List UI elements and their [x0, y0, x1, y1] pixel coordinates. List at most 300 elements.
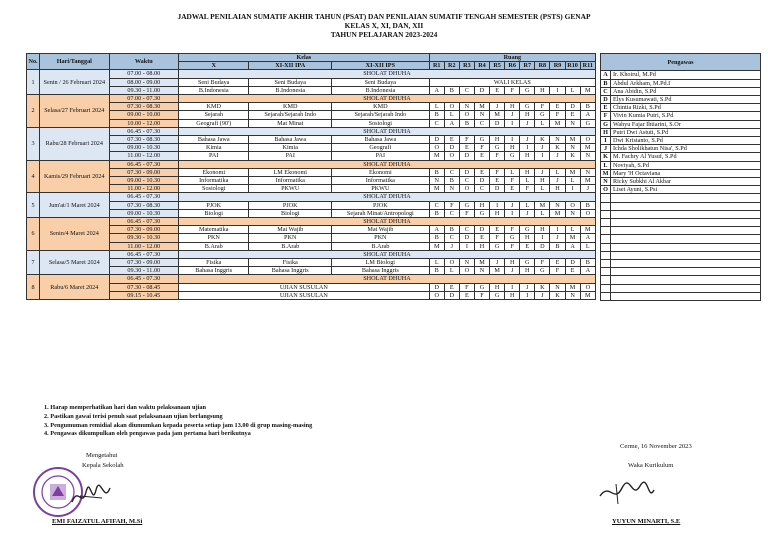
room-cell: M: [580, 226, 595, 234]
subject-class-ips: Informatika: [332, 177, 430, 185]
time-slot: 07.30 - 08.30: [109, 201, 178, 209]
subject-class-x: Sosiologi: [178, 185, 248, 193]
day-number: 2: [27, 95, 40, 128]
proctor-name: Wahyu Fajar Ihtiarini, S.Or: [611, 120, 761, 128]
room-cell: M: [429, 242, 444, 250]
session-label: SHOLAT DHUHA: [178, 218, 595, 226]
subject-class-x: Bahasa Jawa: [178, 136, 248, 144]
proctor-code: F: [601, 112, 611, 120]
room-cell: H: [505, 103, 520, 111]
header-row-1: [27, 54, 596, 62]
subject-class-ips: Mat Wajib: [332, 226, 430, 234]
room-cell: L: [444, 267, 459, 275]
schedule-row: [27, 111, 596, 119]
day-number: 3: [27, 127, 40, 160]
room-cell: G: [505, 152, 520, 160]
room-cell: J: [444, 242, 459, 250]
document-subtitle-year: TAHUN PELAJARAN 2023-2024: [330, 30, 438, 39]
room-cell: J: [550, 152, 565, 160]
room-cell: H: [505, 291, 520, 299]
room-cell: A: [429, 226, 444, 234]
proctor-name: [611, 259, 761, 267]
time-slot: 08.00 - 09.00: [109, 78, 178, 86]
subject-class-x: B.Indonesia: [178, 86, 248, 94]
room-cell: F: [505, 177, 520, 185]
proctor-code: [601, 210, 611, 218]
time-slot: 09.00 - 10.30: [109, 144, 178, 152]
room-cell: G: [474, 136, 489, 144]
subject-class-ips: B.Indonesia: [332, 86, 430, 94]
subject-class-x: PKN: [178, 234, 248, 242]
room-cell: I: [505, 283, 520, 291]
room-cell: E: [565, 267, 580, 275]
header-room: R10: [565, 62, 580, 70]
session-label: SHOLAT DHUHA: [178, 127, 595, 135]
room-cell: M: [490, 111, 505, 119]
time-slot: 07.00 - 07.30: [109, 95, 178, 103]
proctor-name: Putri Dwi Astuti, S.Pd: [611, 128, 761, 136]
subject-class-x: PJOK: [178, 201, 248, 209]
subject-class-ips: Ekonomi: [332, 168, 430, 176]
proctor-name: M. Fachry Al Yusuf, S.Pd: [611, 153, 761, 161]
subject-class-ipa: PKWU: [249, 185, 332, 193]
room-cell: G: [520, 86, 535, 94]
room-cell: J: [490, 103, 505, 111]
room-cell: M: [580, 177, 595, 185]
proctor-code: [601, 251, 611, 259]
proctor-name: [611, 243, 761, 251]
room-cell: G: [535, 111, 550, 119]
room-cell: I: [550, 226, 565, 234]
proctor-code: [601, 268, 611, 276]
proctor-name: [611, 219, 761, 227]
proctor-code: [601, 235, 611, 243]
room-cell: E: [490, 86, 505, 94]
room-cell: F: [459, 209, 474, 217]
room-cell: M: [474, 259, 489, 267]
curriculum-signature-icon: [596, 480, 656, 506]
day-date: Rabu/6 Maret 2024: [40, 275, 109, 300]
session-label: SHOLAT DHUHA: [178, 193, 595, 201]
proctor-table: [600, 53, 761, 301]
header-class-x: X: [178, 62, 248, 70]
room-cell: L: [535, 185, 550, 193]
schedule-row: [27, 201, 596, 209]
proctor-row: [601, 178, 761, 186]
subject-class-ips: PAI: [332, 152, 430, 160]
room-cell: K: [535, 283, 550, 291]
proctor-name: [611, 194, 761, 202]
schedule-row: [27, 70, 596, 78]
room-cell: M: [565, 136, 580, 144]
room-cell: O: [459, 267, 474, 275]
room-cell: H: [520, 111, 535, 119]
room-cell: C: [429, 201, 444, 209]
proctor-code: [601, 243, 611, 251]
session-label: SHOLAT DHUHA: [178, 95, 595, 103]
proctor-row-empty: [601, 268, 761, 276]
header-class-ipa: XI-XII IPA: [249, 62, 332, 70]
room-cell: M: [474, 103, 489, 111]
room-cell: I: [459, 242, 474, 250]
subject-class-x: Informatika: [178, 177, 248, 185]
proctor-name: Abdul Arkham, M.Pd.I: [611, 79, 761, 87]
schedule-row: [27, 136, 596, 144]
room-cell: N: [565, 209, 580, 217]
schedule-row: [27, 234, 596, 242]
room-cell: B: [429, 209, 444, 217]
proctor-code: G: [601, 120, 611, 128]
subject-class-ips: Sejarah/Sejarah Indo: [332, 111, 430, 119]
proctor-code: [601, 202, 611, 210]
room-cell: M: [580, 86, 595, 94]
room-cell: H: [520, 168, 535, 176]
room-cell: J: [535, 144, 550, 152]
time-slot: 07.30 - 08.30: [109, 103, 178, 111]
room-assignment-label: WALI KELAS: [429, 78, 595, 86]
proctor-code: N: [601, 178, 611, 186]
subject-class-x: KMD: [178, 103, 248, 111]
subject-class-ipa: Sejarah/Sejarah Indo: [249, 111, 332, 119]
schedule-row: [27, 283, 596, 291]
time-slot: 07.30 - 08.45: [109, 283, 178, 291]
day-date: Kamis/29 Februari 2024: [40, 160, 109, 193]
room-cell: J: [505, 267, 520, 275]
schedule-row: [27, 119, 596, 127]
room-cell: F: [490, 168, 505, 176]
room-cell: J: [520, 283, 535, 291]
room-cell: M: [429, 185, 444, 193]
schedule-row: [27, 267, 596, 275]
room-cell: G: [459, 201, 474, 209]
room-cell: G: [490, 242, 505, 250]
room-cell: L: [429, 259, 444, 267]
subject-class-ips: PKWU: [332, 185, 430, 193]
subject-class-ips: KMD: [332, 103, 430, 111]
header-room: R5: [490, 62, 505, 70]
proctor-name: Ricky Subkhi Al Akbar: [611, 178, 761, 186]
subject-class-ipa: Mat Minat: [249, 119, 332, 127]
room-cell: L: [505, 168, 520, 176]
room-cell: H: [520, 267, 535, 275]
day-number: 7: [27, 250, 40, 275]
proctor-row: [601, 71, 761, 79]
room-cell: F: [520, 185, 535, 193]
room-cell: E: [459, 144, 474, 152]
room-cell: D: [474, 226, 489, 234]
room-cell: F: [444, 201, 459, 209]
proctor-code: [601, 227, 611, 235]
room-cell: O: [580, 209, 595, 217]
proctor-name: Noviyah, S.Pd: [611, 161, 761, 169]
subject-class-ipa: Seni Budaya: [249, 78, 332, 86]
time-slot: 06.45 - 07.30: [109, 218, 178, 226]
schedule-row: [27, 242, 596, 250]
proctor-name: Elys Kusumawati, S.Pd: [611, 96, 761, 104]
header-room: R7: [520, 62, 535, 70]
header-room: R2: [444, 62, 459, 70]
subject-class-ips: Bahasa Inggris: [332, 267, 430, 275]
proctor-row-empty: [601, 276, 761, 284]
proctor-name: Liset Ayuni, S.Psi: [611, 186, 761, 194]
room-cell: B: [580, 259, 595, 267]
header-room: R3: [459, 62, 474, 70]
header-kelas: Kelas: [178, 54, 429, 62]
session-label: SHOLAT DHUHA: [178, 275, 595, 283]
room-cell: G: [490, 291, 505, 299]
room-cell: M: [565, 234, 580, 242]
subject-class-x: PAI: [178, 152, 248, 160]
header-room: R11: [580, 62, 595, 70]
room-cell: N: [474, 111, 489, 119]
room-cell: N: [580, 168, 595, 176]
proctor-row-empty: [601, 251, 761, 259]
room-cell: L: [520, 177, 535, 185]
room-cell: M: [550, 209, 565, 217]
room-cell: L: [444, 111, 459, 119]
room-cell: O: [444, 152, 459, 160]
room-cell: J: [505, 111, 520, 119]
room-cell: E: [550, 103, 565, 111]
header-day: Hari/Tanggal: [40, 54, 109, 70]
schedule-table: [26, 53, 596, 300]
schedule-row: [27, 127, 596, 135]
time-slot: 09.00 - 10.30: [109, 177, 178, 185]
room-cell: A: [444, 119, 459, 127]
room-cell: D: [429, 136, 444, 144]
schedule-row: [27, 275, 596, 283]
room-cell: L: [550, 168, 565, 176]
proctor-name: Dwi Kristanto, S.Pd: [611, 137, 761, 145]
room-cell: F: [474, 291, 489, 299]
proctor-row: [601, 128, 761, 136]
room-cell: F: [550, 111, 565, 119]
room-cell: K: [550, 291, 565, 299]
header-time: Waktu: [109, 54, 178, 70]
schedule-row: [27, 250, 596, 258]
header-no: No.: [27, 54, 40, 70]
room-cell: F: [490, 152, 505, 160]
day-number: 5: [27, 193, 40, 218]
proctor-row: [601, 79, 761, 87]
proctor-name: [611, 227, 761, 235]
time-slot: 09.30 - 10.30: [109, 234, 178, 242]
session-label: UJIAN SUSULAN: [178, 291, 429, 299]
notes-list: [44, 404, 312, 439]
time-slot: 11.00 - 12.00: [109, 242, 178, 250]
schedule-row: [27, 168, 596, 176]
city-date: Cerme, 16 November 2023: [620, 443, 692, 450]
room-cell: G: [520, 103, 535, 111]
room-cell: H: [490, 136, 505, 144]
proctor-row: [601, 145, 761, 153]
room-cell: L: [565, 177, 580, 185]
room-cell: D: [490, 185, 505, 193]
room-cell: J: [535, 291, 550, 299]
room-cell: E: [490, 177, 505, 185]
subject-class-x: Sejarah: [178, 111, 248, 119]
schedule-row: [27, 177, 596, 185]
session-label: SHOLAT DHUHA: [178, 250, 595, 258]
time-slot: 09.00 - 10.30: [109, 209, 178, 217]
proctor-row: [601, 186, 761, 194]
proctor-row: [601, 161, 761, 169]
time-slot: 06.45 - 07.30: [109, 127, 178, 135]
room-cell: H: [550, 185, 565, 193]
proctor-row: [601, 169, 761, 177]
room-cell: G: [490, 144, 505, 152]
day-number: 4: [27, 160, 40, 193]
subject-class-x: Fisika: [178, 259, 248, 267]
room-cell: D: [459, 152, 474, 160]
proctor-name: [611, 276, 761, 284]
room-cell: D: [474, 86, 489, 94]
room-cell: H: [505, 144, 520, 152]
header-room: R6: [505, 62, 520, 70]
header-ruang: Ruang: [429, 54, 595, 62]
day-date: Senin/4 Maret 2024: [40, 218, 109, 251]
proctor-code: E: [601, 104, 611, 112]
room-cell: L: [580, 242, 595, 250]
room-cell: E: [444, 283, 459, 291]
proctor-row: [601, 153, 761, 161]
proctor-row-empty: [601, 235, 761, 243]
room-cell: D: [490, 119, 505, 127]
room-cell: E: [490, 226, 505, 234]
subject-class-ipa: Bahasa Inggris: [249, 267, 332, 275]
room-cell: G: [505, 234, 520, 242]
room-cell: N: [565, 119, 580, 127]
room-cell: H: [474, 201, 489, 209]
room-cell: F: [550, 267, 565, 275]
subject-class-ipa: KMD: [249, 103, 332, 111]
room-cell: M: [565, 168, 580, 176]
room-cell: N: [429, 177, 444, 185]
room-cell: B: [459, 119, 474, 127]
room-cell: E: [550, 259, 565, 267]
subject-class-ipa: Bahasa Jawa: [249, 136, 332, 144]
room-cell: F: [505, 86, 520, 94]
proctor-code: C: [601, 87, 611, 95]
proctor-name: [611, 202, 761, 210]
room-cell: N: [565, 144, 580, 152]
subject-class-ips: Sosiologi: [332, 119, 430, 127]
room-cell: O: [580, 136, 595, 144]
header-room: R8: [535, 62, 550, 70]
room-cell: F: [474, 144, 489, 152]
subject-class-ips: Geografi: [332, 144, 430, 152]
subject-class-x: B.Arab: [178, 242, 248, 250]
proctor-row-empty: [601, 243, 761, 251]
room-cell: H: [505, 259, 520, 267]
proctor-code: J: [601, 145, 611, 153]
curriculum-role: Waka Kurikulum: [628, 462, 674, 469]
proctor-code: I: [601, 137, 611, 145]
subject-class-ipa: Mat Wajib: [249, 226, 332, 234]
note-item: 2. Pastikan gawai terisi penuh saat pelaksanaan ujian berlangsung: [44, 412, 223, 420]
room-cell: N: [444, 185, 459, 193]
room-cell: H: [535, 177, 550, 185]
room-cell: F: [490, 234, 505, 242]
room-cell: J: [520, 136, 535, 144]
room-cell: E: [444, 136, 459, 144]
proctor-name: [611, 210, 761, 218]
proctor-name: Vivin Kumia Putri, S.Pd: [611, 112, 761, 120]
time-slot: 09.15 - 10.45: [109, 291, 178, 299]
schedule-row: [27, 144, 596, 152]
proctor-row: [601, 104, 761, 112]
proctor-row-empty: [601, 259, 761, 267]
time-slot: 07.30 - 09.00: [109, 168, 178, 176]
note-item: 1. Harap memperhatikan hari dan waktu pelaksanaan ujian: [44, 404, 207, 411]
document-subtitle-classes: KELAS X, XI, DAN, XII: [344, 21, 424, 30]
subject-class-ipa: PAI: [249, 152, 332, 160]
subject-class-x: Kimia: [178, 144, 248, 152]
subject-class-x: Ekonomi: [178, 168, 248, 176]
room-cell: I: [565, 185, 580, 193]
note-item: 4. Pengawas dikumpulkan oleh pengawas pada jam pertama hari berikutnya: [44, 430, 251, 438]
proctor-name: Chintia Rizki, S.Pd: [611, 104, 761, 112]
day-date: Rabu/28 Februari 2024: [40, 127, 109, 160]
subject-class-ips: B.Arab: [332, 242, 430, 250]
room-cell: I: [505, 119, 520, 127]
room-cell: L: [535, 119, 550, 127]
subject-class-x: Seni Budaya: [178, 78, 248, 86]
schedule-row: [27, 78, 596, 86]
room-cell: C: [429, 119, 444, 127]
proctor-row: [601, 137, 761, 145]
room-cell: M: [490, 267, 505, 275]
room-cell: E: [505, 185, 520, 193]
proctor-code: M: [601, 169, 611, 177]
room-cell: L: [520, 201, 535, 209]
room-cell: H: [474, 242, 489, 250]
room-cell: A: [580, 267, 595, 275]
schedule-row: [27, 160, 596, 168]
room-cell: E: [520, 242, 535, 250]
room-cell: C: [444, 234, 459, 242]
room-cell: I: [520, 144, 535, 152]
room-cell: I: [520, 291, 535, 299]
time-slot: 09.30 - 11.00: [109, 86, 178, 94]
subject-class-ips: PJOK: [332, 201, 430, 209]
room-cell: K: [535, 136, 550, 144]
proctor-name: Ana Abidin, S.Pd: [611, 87, 761, 95]
room-cell: B: [429, 168, 444, 176]
proctor-code: A: [601, 71, 611, 79]
room-cell: G: [474, 209, 489, 217]
room-cell: K: [565, 152, 580, 160]
day-date: Senin / 26 Februari 2024: [40, 70, 109, 95]
time-slot: 10.00 - 12.00: [109, 119, 178, 127]
room-cell: N: [459, 103, 474, 111]
subject-class-ips: Bahasa Jawa: [332, 136, 430, 144]
room-cell: D: [474, 177, 489, 185]
room-cell: F: [505, 242, 520, 250]
subject-class-x: Biologi: [178, 209, 248, 217]
room-cell: C: [459, 86, 474, 94]
room-cell: C: [444, 168, 459, 176]
room-cell: C: [459, 177, 474, 185]
curriculum-name: YUYUN MINARTI, S.E: [612, 518, 681, 525]
header-room: R1: [429, 62, 444, 70]
room-cell: N: [550, 136, 565, 144]
schedule-row: [27, 218, 596, 226]
room-cell: M: [535, 201, 550, 209]
room-cell: G: [520, 226, 535, 234]
room-cell: H: [520, 152, 535, 160]
subject-class-x: Bahasa Inggris: [178, 267, 248, 275]
